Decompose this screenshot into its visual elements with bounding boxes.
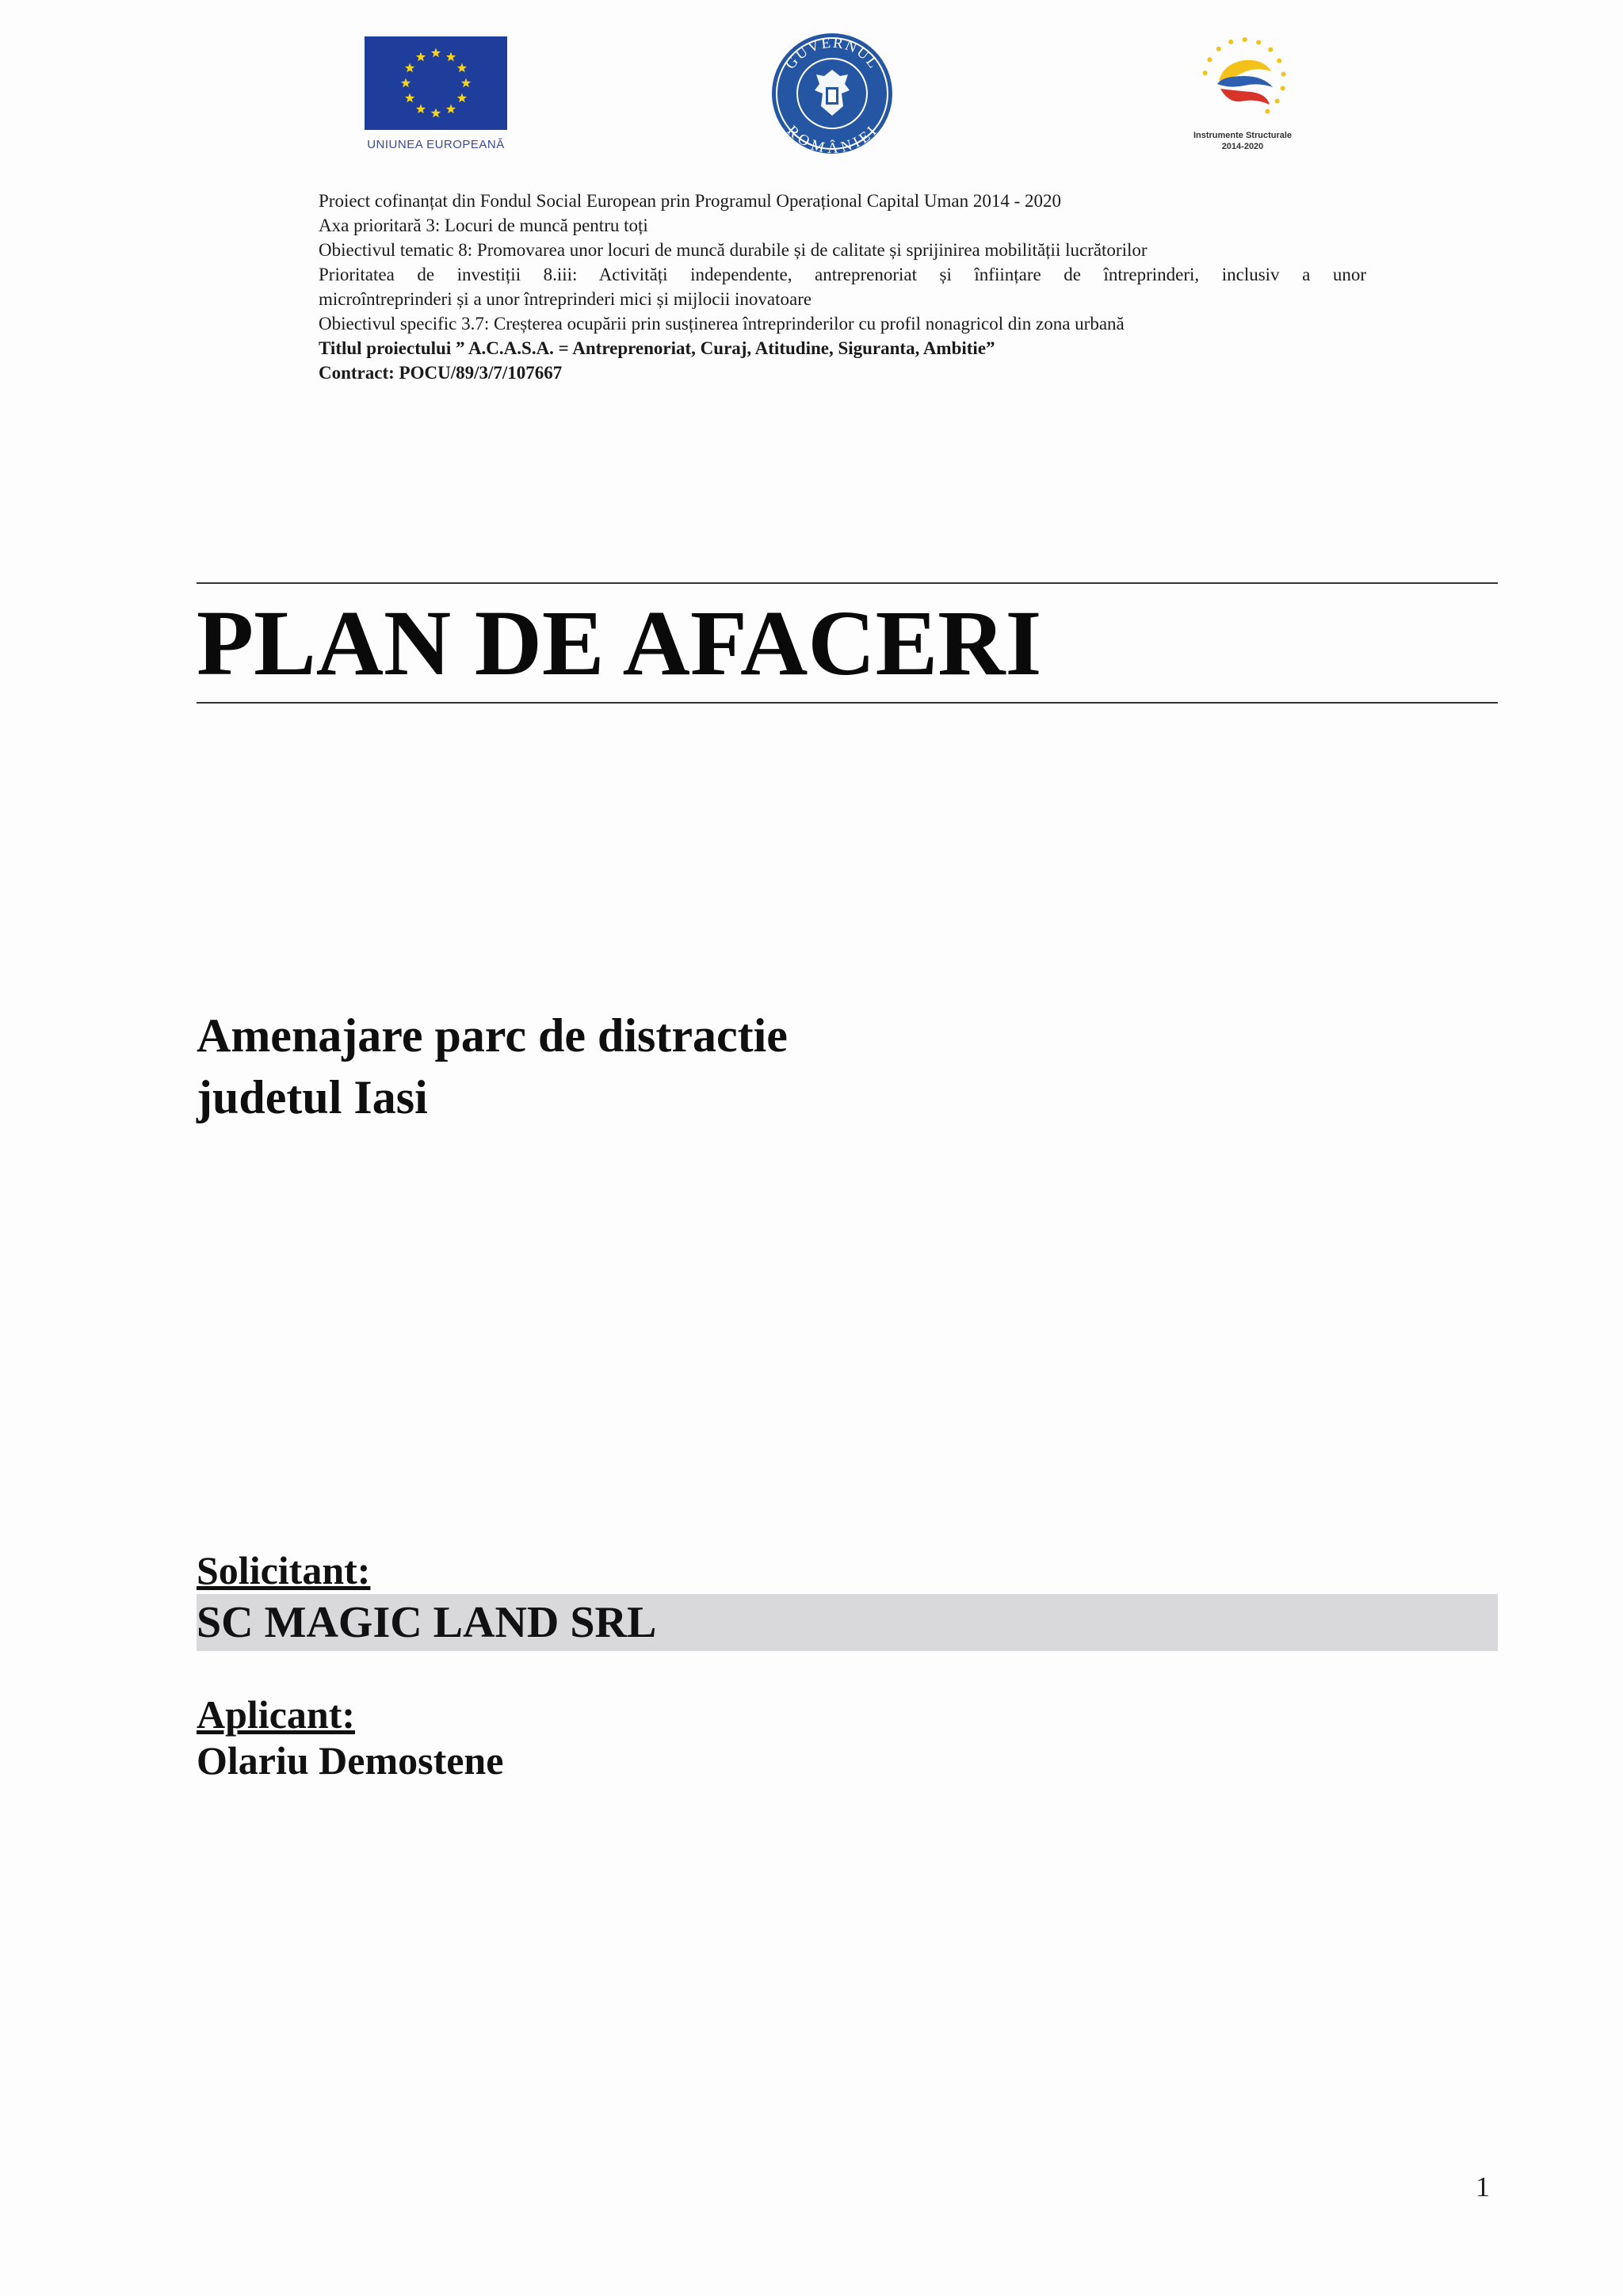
- structural-instruments-star-icon: [1265, 109, 1270, 113]
- page-number: 1: [1476, 2171, 1490, 2203]
- project-info-contract: [319, 360, 1366, 385]
- eu-logo: [361, 36, 510, 162]
- business-plan-subject: [197, 1005, 788, 1128]
- romanian-government-logo: [769, 30, 896, 157]
- gov-ring-bottom-text: ROMÂNIEI: [783, 122, 881, 157]
- project-info: [319, 189, 1366, 385]
- company-highlight: [197, 1594, 1498, 1651]
- aplicant-label: Aplicant:: [197, 1692, 355, 1737]
- document-title: PLAN DE AFACERI: [197, 591, 1042, 695]
- structural-instruments-caption: Instrumente Structurale: [1193, 131, 1293, 140]
- project-info-specific-objective: Obiectivul specific 3.7: Creșterea ocupării prin susținerea întreprinderilor cu profil nonagricol din zona urbană: [319, 314, 1125, 334]
- project-info-thematic-objective: Obiectivul tematic 8: Promovarea unor locuri de muncă durabile și de calitate și sprijinirea mobilității lucrătorilor: [319, 240, 1148, 260]
- aplicant-name: Olariu Demostene: [197, 1738, 504, 1783]
- eu-star-icon: [461, 78, 471, 88]
- structural-instruments-star-icon: [1228, 40, 1233, 44]
- eu-star-icon: [457, 63, 467, 73]
- eu-star-icon: [457, 93, 467, 103]
- solicitant-label: Solicitant:: [197, 1548, 371, 1592]
- eu-star-icon: [401, 78, 411, 88]
- structural-instruments-years: 2014-2020: [1221, 142, 1264, 151]
- structural-instruments-star-icon: [1277, 59, 1281, 63]
- structural-instruments-star-icon: [1275, 99, 1280, 104]
- company-name: SC MAGIC LAND SRL: [197, 1598, 657, 1647]
- structural-instruments-star-icon: [1281, 86, 1285, 90]
- contract-value: : POCU/89/3/7/107667: [388, 363, 563, 383]
- structural-instruments-star-icon: [1281, 72, 1286, 77]
- eu-star-icon: [446, 104, 456, 113]
- gov-ring-top-text: GUVERNUL: [781, 34, 883, 73]
- structural-instruments-logo: [1171, 32, 1314, 160]
- eu-logo-caption: UNIUNEA EUROPEANĂ: [367, 138, 505, 151]
- structural-instruments-star-icon: [1243, 37, 1247, 42]
- contract-label: Contract: [319, 363, 389, 383]
- eu-star-icon: [416, 104, 426, 113]
- structural-instruments-star-icon: [1268, 48, 1273, 52]
- structural-instruments-icon: [1171, 32, 1314, 127]
- subject-line-2: judetul Iasi: [197, 1071, 428, 1123]
- structural-instruments-star-icon: [1216, 47, 1221, 51]
- eu-star-icon: [416, 52, 426, 62]
- project-info-investment-priority-cont: microîntreprinderi și a unor întreprinderi mici și mijlocii inovatoare: [319, 289, 812, 309]
- project-info-priority-axis: Axa prioritară 3: Locuri de muncă pentru toți: [319, 215, 648, 235]
- project-info-project-title: Titlul proiectului ” A.C.A.S.A. = Antreprenoriat, Curaj, Atitudine, Siguranta, Ambitie”: [319, 338, 995, 358]
- project-info-investment-priority: Prioritatea de investiții 8.iii: Activități independente, antreprenoriat și înființare de întreprinderi, inclusiv a unor: [319, 265, 1366, 284]
- eu-star-icon: [405, 93, 414, 103]
- structural-instruments-star-icon: [1207, 57, 1212, 62]
- subject-line-1: Amenajare parc de distractie: [197, 1009, 788, 1062]
- title-bottom-rule: [197, 702, 1498, 704]
- eu-flag-icon: [365, 36, 507, 130]
- structural-instruments-star-icon: [1203, 71, 1208, 75]
- structural-instruments-star-icon: [1256, 40, 1261, 44]
- title-top-rule: [197, 582, 1498, 584]
- eu-star-icon: [405, 63, 414, 73]
- eu-star-icon: [431, 109, 441, 118]
- eu-star-icon: [431, 48, 441, 58]
- eu-star-icon: [446, 52, 456, 62]
- project-info-cofinancing: Proiect cofinanțat din Fondul Social European prin Programul Operațional Capital Uman 2014 - 2020: [319, 191, 1062, 211]
